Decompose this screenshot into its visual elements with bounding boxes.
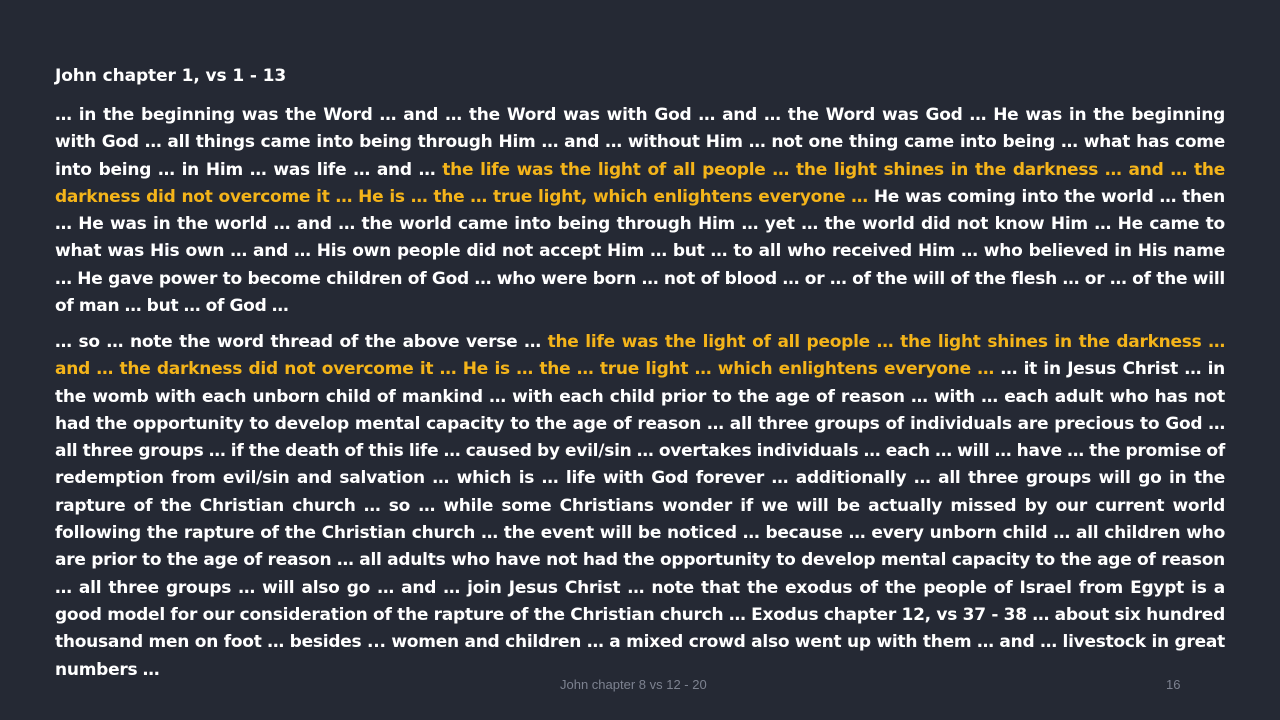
paragraph-text: … in the beginning was the Word … and … the Word was with God … and … the Word was God … He was in the beginning with God … all things came into being through Him … and … without Him … not one thing came into being … what has come into being … in Him … was life … and … (55, 105, 1225, 180)
commentary-paragraph (55, 329, 1225, 684)
paragraph-text: … it in Jesus Christ … in the womb with each unborn child of mankind … with each child prior to the age of reason … with … each adult who has not had the opportunity to develop mental capacity to the age of reason … all three groups of individuals are precious to God … all three groups … if the death of this life … caused by evil/sin … overtakes individuals … each … will … have … the promise of redemption from evil/sin and salvation … which is … life with God forever … additionally … all three groups will go in the rapture of the Christian church … so … while some Christians wonder if we will be actually missed by our current world following the rapture of the Christian church … the event will be noticed … because … every unborn child … all children who are prior to the age of reason … all adults who have not had the opportunity to develop mental capacity to the age of reason … all three groups … will also go … and … join Jesus Christ … note that the exodus of the people of Israel from Egypt is a good model for our consideration of the rapture of the Christian church … Exodus chapter 12, vs 37 - 38 … about six hundred thousand men on foot … besides ... women and children … a mixed crowd also went up with them … and … livestock in great numbers … (55, 359, 1226, 680)
highlighted-text: the life was the light of all people … the light shines in the darkness … and … the darkness did not overcome it … He is … the … true light … which enlightens everyone … (55, 332, 1225, 380)
paragraph-text: … so … note the word thread of the above verse … (55, 332, 548, 352)
highlighted-text: the life was the light of all people … the light shines in the darkness … and … the darkness did not overcome it … He is … the … true light, which enlightens everyone … (55, 159, 1225, 207)
footer-title: John chapter 8 vs 12 - 20 (560, 677, 707, 692)
scripture-paragraph (55, 102, 1225, 320)
slide-title: John chapter 1, vs 1 - 13 (55, 66, 287, 86)
page-number: 16 (1166, 677, 1181, 692)
paragraph-text: He was coming into the world … then … He was in the world … and … the world came into being through Him … yet … the world did not know Him … He came to what was His own … and … His own people did not accept Him … but … to all who received Him … who believed in His name … He gave power to become children of God … who were born … not of blood … or … of the will of the flesh … or … of the will of man … but … of God … (55, 186, 1226, 317)
